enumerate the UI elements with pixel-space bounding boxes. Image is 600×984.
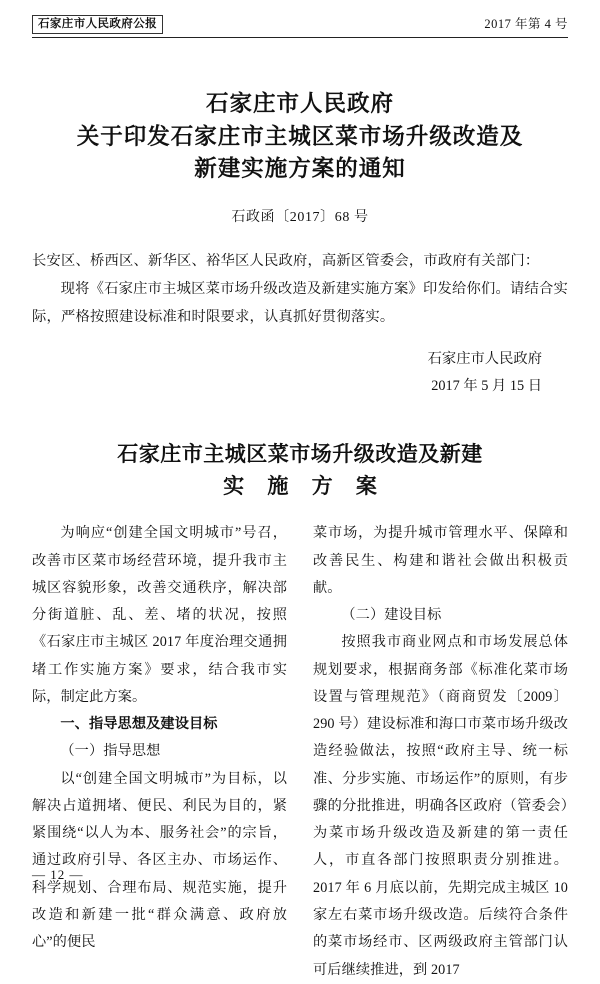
letter-signature (32, 346, 568, 402)
plan-subsection-heading: （二）建设目标 (341, 607, 442, 624)
letter-body (32, 248, 568, 332)
running-head-issue: 2017 年第 4 号 (484, 17, 568, 31)
plan-left-column (32, 520, 287, 984)
plan-title-line-1: 石家庄市主城区菜市场升级改造及新建 (117, 442, 483, 467)
letter-paragraph: 现将《石家庄市主城区菜市场升级改造及新建实施方案》印发给你们。请结合实际，严格按照建设标准和时限要求，认真抓好贯彻落实。 (32, 280, 568, 325)
document-title-line-1: 石家庄市人民政府 (205, 91, 394, 116)
plan-paragraph: 为响应“创建全国文明城市”号召，改善市区菜市场经营环境，提升我市主城区容貌形象，改善交通秩序，解决部分街道脏、乱、差、堵的状况，按照《石家庄市主城区 2017 年度治理交通拥堵工作实施方案》要求，结合我市实际，制定此方案。 (32, 525, 287, 705)
running-head (32, 0, 568, 38)
plan-body-columns (32, 520, 568, 984)
plan-subsection-heading: （一）指导思想 (60, 743, 161, 760)
plan-paragraph: 按照我市商业网点和市场发展总体规划要求，根据商务部《标准化菜市场设置与管理规范》（商商贸发〔2009〕290 号）建设标准和海口市菜市场升级改造经验做法，按照“政府主导、统一标准、分步实施、市场运作”的原则，有步骤的分批推进，明确各区政府（管委会）为菜市场升级改造及新建的第一责任人，市直各部门按照职责分别推进。2017 年 6 月底以前，先期完成主城区 10 家左右菜市场升级改造。后续符合条件的菜市场经市、区两级政府主管部门认可后继续推进，到 2017 (313, 634, 568, 978)
plan-title-line-2: 实 施 方 案 (223, 473, 386, 498)
plan-paragraph: 以“创建全国文明城市”为目标，以解决占道拥堵、便民、利民为目的，紧紧围绕“以人为本、服务社会”的宗旨，通过政府引导、各区主办、市场运作、科学规划、合理布局、规范实施，提升改造和新建一批“群众满意、政府放心”的便民 (32, 770, 287, 951)
plan-title (32, 439, 568, 502)
signature-date: 2017 年 5 月 15 日 (431, 378, 542, 395)
document-title (32, 88, 568, 186)
signature-organization: 石家庄市人民政府 (427, 350, 542, 367)
running-head-publication: 石家庄市人民政府公报 (32, 15, 163, 34)
document-title-line-2: 关于印发石家庄市主城区菜市场升级改造及 (76, 123, 524, 149)
plan-paragraph: 菜市场，为提升城市管理水平、保障和改善民生、构建和谐社会做出积极贡献。 (313, 525, 568, 596)
page-number: — 12 — (32, 867, 84, 882)
plan-right-column (313, 520, 568, 984)
plan-section-heading: 一、指导思想及建设目标 (60, 716, 218, 733)
document-title-line-3: 新建实施方案的通知 (194, 156, 406, 182)
letter-addressee: 长安区、桥西区、新华区、裕华区人民政府，高新区管委会，市政府有关部门： (32, 252, 540, 269)
document-number: 石政函〔2017〕68 号 (231, 209, 369, 225)
